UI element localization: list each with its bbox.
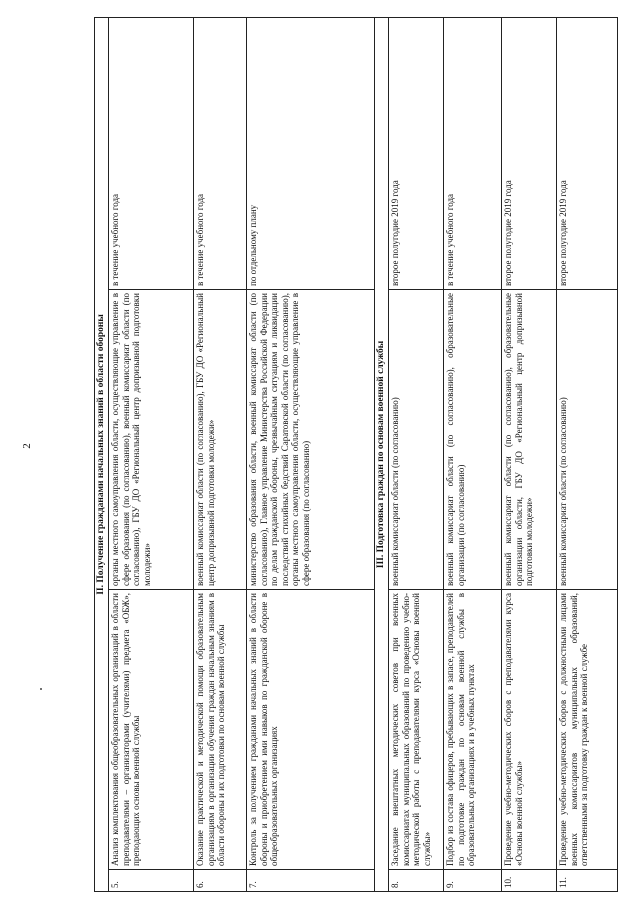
section-title: II. Получение гражданами начальных знаний в области обороны — [95, 18, 109, 892]
section-header — [375, 18, 389, 892]
row-term: второе полугодие 2019 года — [557, 18, 618, 290]
row-term: по отдельному плану — [247, 18, 375, 290]
section-title: III. Подготовка граждан по основам военной службы — [375, 18, 389, 892]
row-action: Контроль за получением гражданами начальных знаний в области обороны и приобретением ими навыков по гражданской обороне в общеобразовательных организациях — [247, 590, 375, 870]
row-action: Подбор из состава офицеров, пребывающих в запасе, преподавателей по подготовке граждан по основам военной службы в образовательных организациях и в учебных пунктах — [444, 590, 502, 870]
row-executors: военный комиссариат области (по согласованию), образовательные организации (по согласованию) — [444, 290, 502, 590]
scan-speck — [40, 688, 42, 690]
plan-table — [94, 17, 618, 892]
row-executors: министерство образования области, военный комиссариат области (по согласованию), Главное управление Министерства Российской Федерации по делам гражданской обороны, чрезвычайным ситуациям и ликвидации последствий стихийных бедствий Саратовской области (по согласованию), органы местного самоуправления области, осуществляющие управление в сфере образования (по согласованию) — [247, 290, 375, 590]
row-executors: органы местного самоуправления области, осуществляющие управление в сфере образования (по согласованию), военный комиссариат области (по согласованию), ГБУ ДО «Региональный центр допризывной подготовки молодежи» — [109, 290, 194, 590]
row-term: в течение учебного года — [444, 18, 502, 290]
row-action: Оказание практической и методической помощи образовательным организациям в организации обучения граждан начальным знаниям в области обороны и их подготовки по основам военной службы — [194, 590, 247, 870]
row-action: Заседание внештатных методических советов при военных комиссариатах муниципальных образований по проведению учебно-методической работы с преподавателями курса «Основы военной службы» — [389, 590, 444, 870]
row-action: Анализ комплектования общеобразовательных организаций в области преподавателями – организаторами (учителями) предмета «ОБЖ», преподающих основы военной службы — [109, 590, 194, 870]
row-executors: военный комиссариат области (по согласованию) — [389, 290, 444, 590]
row-term: в течение учебного года — [194, 18, 247, 290]
row-number: 8. — [389, 870, 444, 892]
table-row — [444, 18, 502, 892]
row-number: 11. — [557, 870, 618, 892]
table-row — [389, 18, 444, 892]
table-row — [109, 18, 194, 892]
row-term: второе полугодие 2019 года — [502, 18, 557, 290]
row-action: Проведение учебно-методических сборов с преподавателями курса «Основы военной службы» — [502, 590, 557, 870]
table-row — [502, 18, 557, 892]
rotated-page — [94, 17, 618, 892]
table-row — [247, 18, 375, 892]
row-executors: военный комиссариат области (по согласованию), образовательные организации области, ГБУ ДО «Региональный центр допризывной подготовки молодежи» — [502, 290, 557, 590]
section-header — [95, 18, 109, 892]
page-number: 2 — [20, 443, 33, 449]
row-number: 7. — [247, 870, 375, 892]
row-number: 10. — [502, 870, 557, 892]
row-action: Проведение учебно-методических сборов с должностными лицами военных комиссариатов муниципальных образований, ответственными за подготовку граждан к военной службе — [557, 590, 618, 870]
row-number: 9. — [444, 870, 502, 892]
row-number: 5. — [109, 870, 194, 892]
row-term: второе полугодие 2019 года — [389, 18, 444, 290]
row-number: 6. — [194, 870, 247, 892]
row-term: в течение учебного года — [109, 18, 194, 290]
row-executors: военный комиссариат области (по согласованию), ГБУ ДО «Региональный центр допризывной подготовки молодежи» — [194, 290, 247, 590]
table-row — [194, 18, 247, 892]
table-row — [557, 18, 618, 892]
row-executors: военный комиссариат области (по согласованию) — [557, 290, 618, 590]
